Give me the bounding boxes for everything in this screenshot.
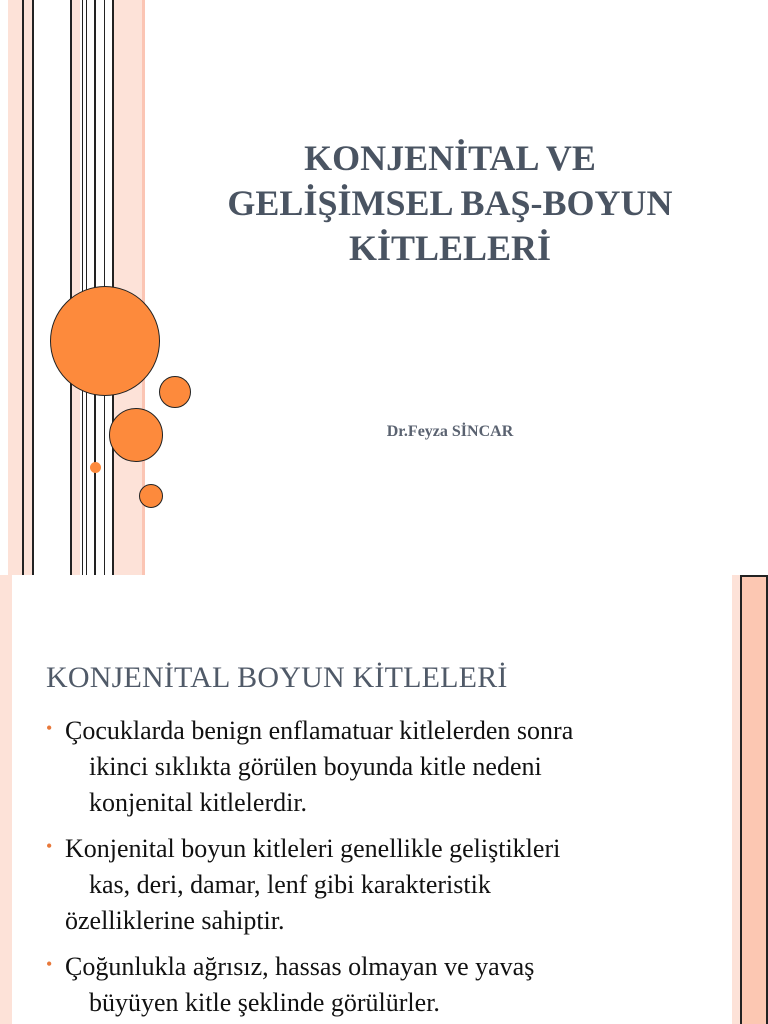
slide-title <box>180 136 720 271</box>
small-circle <box>139 484 163 508</box>
list-item <box>46 831 726 939</box>
content-slide <box>0 575 768 1024</box>
content-title: KONJENİTAL BOYUN KİTLELERİ <box>46 661 508 694</box>
dot-circle <box>90 462 101 473</box>
stripe-line <box>82 0 83 575</box>
bullet-icon: • <box>46 954 53 974</box>
stripe-line <box>740 575 742 1024</box>
bullet-list <box>46 713 726 1024</box>
slide-title-line: KONJENİTAL VE <box>304 138 596 178</box>
stripe-line <box>22 0 24 575</box>
bullet-line: Konjenital boyun kitleleri genellikle geliştikleri <box>65 834 561 863</box>
bullet-icon: • <box>46 836 53 856</box>
bullet-line: ikinci sıklıkta görülen boyunda kitle nedeni <box>89 752 542 781</box>
bullet-line: Çocuklarda benign enflamatuar kitlelerden sonra <box>65 716 574 745</box>
bullet-line: büyüyen kitle şeklinde görülürler. <box>89 988 440 1017</box>
stripe-line <box>70 0 72 575</box>
author-name: Dr.Feyza SİNCAR <box>386 423 514 440</box>
slide-title-line: GELİŞİMSEL BAŞ-BOYUN <box>227 183 673 223</box>
edge-accent-pink <box>0 575 12 1024</box>
stripe-line-top <box>740 575 768 577</box>
medium-circle <box>109 408 163 462</box>
stripe-band-orange <box>742 575 766 1024</box>
list-item <box>46 949 726 1021</box>
list-item <box>46 713 726 821</box>
slide-title-line: KİTLELERİ <box>348 228 552 268</box>
stripe-line <box>32 0 34 575</box>
large-circle <box>50 286 160 396</box>
stripe-band-pink <box>8 0 144 575</box>
bullet-line: Çoğunlukla ağrısız, hassas olmayan ve yavaş <box>65 952 535 981</box>
bullet-line: kas, deri, damar, lenf gibi karakteristik <box>89 870 491 899</box>
bullet-icon: • <box>46 718 53 738</box>
stripe-line <box>86 0 87 575</box>
bullet-line: konjenital kitlelerdir. <box>89 788 308 817</box>
bullet-line: özelliklerine sahiptir. <box>65 906 285 935</box>
stripe-band-white <box>34 0 72 575</box>
small-circle <box>159 376 191 408</box>
